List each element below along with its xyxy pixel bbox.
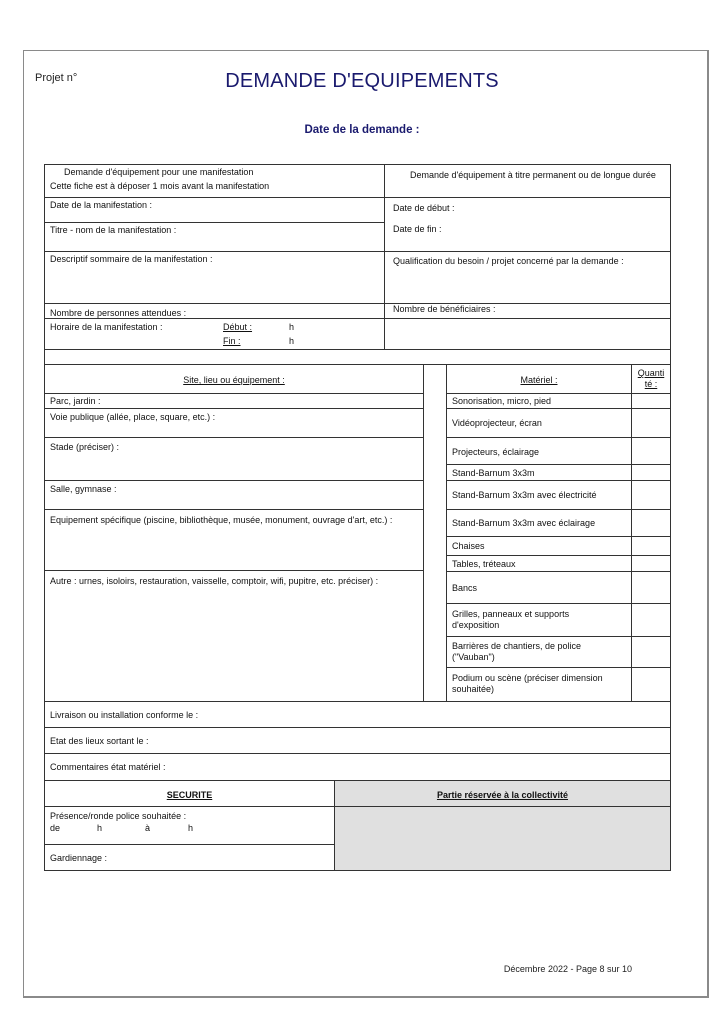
expected-people-label: Nombre de personnes attendues : <box>50 308 187 318</box>
expected-people-field[interactable] <box>44 303 385 319</box>
material-label: Bancs <box>452 583 478 593</box>
site-hall-label: Salle, gymnase : <box>50 484 117 494</box>
event-description-field[interactable] <box>44 251 385 304</box>
material-label: Chaises <box>452 541 485 551</box>
police-from-label: de <box>50 823 61 833</box>
need-qualification-label: Qualification du besoin / projet concerné par la demande : <box>393 256 624 266</box>
site-other-label: Autre : urnes, isoloirs, restauration, vaisselle, comptoir, wifi, pupitre, etc. préciser) : <box>50 576 379 586</box>
page-title <box>0 70 724 93</box>
quantity-input[interactable] <box>631 437 671 465</box>
schedule-label: Horaire de la manifestation : <box>50 322 163 332</box>
need-qualification-field[interactable] <box>384 251 671 304</box>
police-to-label: à <box>145 823 151 833</box>
schedule-end-hour-unit: h <box>289 336 295 346</box>
material-label: Stand-Barnum 3x3m avec électricité <box>452 490 597 500</box>
quantity-input[interactable] <box>631 393 671 409</box>
page-footer: Décembre 2022 - Page 8 sur 10 <box>503 964 632 974</box>
spacer-row <box>44 349 671 365</box>
material-row <box>446 480 632 510</box>
quantity-input[interactable] <box>631 667 671 702</box>
permanent-dates-field[interactable] <box>384 197 671 252</box>
police-from-hour-unit: h <box>97 823 103 833</box>
site-row-specific-equipment[interactable] <box>44 509 424 571</box>
event-schedule-field[interactable] <box>44 318 385 350</box>
separator-column <box>423 364 447 702</box>
beneficiaries-field[interactable] <box>384 303 671 319</box>
material-row <box>446 393 632 409</box>
security-header <box>44 780 335 807</box>
event-title-label: Titre - nom de la manifestation : <box>50 225 177 235</box>
schedule-start-hour-unit: h <box>289 322 295 332</box>
schedule-start-label: Début : <box>223 322 253 332</box>
quantity-input[interactable] <box>631 408 671 438</box>
start-date-label: Date de début : <box>393 203 455 213</box>
event-description-label: Descriptif sommaire de la manifestation : <box>50 254 213 264</box>
page-title-text: DEMANDE D'EQUIPEMENTS <box>225 70 499 92</box>
site-row-park[interactable] <box>44 393 424 409</box>
guarding-label: Gardiennage : <box>50 853 108 863</box>
request-date-label: Date de la demande : <box>304 124 420 136</box>
inventory-field[interactable] <box>44 727 671 754</box>
material-row <box>446 667 632 702</box>
delivery-label: Livraison ou installation conforme le : <box>50 710 199 720</box>
event-date-field[interactable] <box>44 197 385 223</box>
quantity-input[interactable] <box>631 480 671 510</box>
site-row-hall[interactable] <box>44 480 424 510</box>
site-header-label: Site, lieu ou équipement : <box>183 375 285 385</box>
comments-field[interactable] <box>44 753 671 781</box>
material-row <box>446 636 632 668</box>
material-row <box>446 571 632 604</box>
site-public-road-label: Voie publique (allée, place, square, etc.) : <box>50 412 216 422</box>
event-heading-line1: Demande d'équipement pour une manifestation <box>64 167 254 177</box>
police-presence-label: Présence/ronde police souhaitée : <box>50 811 187 821</box>
quantity-input[interactable] <box>631 555 671 572</box>
material-row <box>446 536 632 556</box>
event-request-heading <box>44 164 385 198</box>
site-stadium-label: Stade (préciser) : <box>50 442 120 452</box>
material-label: Podium ou scène (préciser dimension souhaitée) <box>452 673 603 694</box>
end-date-label: Date de fin : <box>393 224 442 234</box>
delivery-field[interactable] <box>44 701 671 728</box>
permanent-heading-text: Demande d'équipement à titre permanent ou de longue durée <box>410 170 656 180</box>
site-header <box>44 364 424 394</box>
police-to-hour-unit: h <box>188 823 194 833</box>
quantity-input[interactable] <box>631 636 671 668</box>
reserved-header <box>334 780 671 807</box>
quantity-header-line1: Quanti <box>637 368 665 378</box>
quantity-header <box>631 364 671 394</box>
site-specific-equipment-label: Equipement spécifique (piscine, bibliothèque, musée, monument, ouvrage d'art, etc.) : <box>50 515 393 525</box>
material-row <box>446 555 632 572</box>
reserved-header-label: Partie réservée à la collectivité <box>436 790 569 800</box>
event-title-field[interactable] <box>44 222 385 252</box>
material-row <box>446 437 632 465</box>
quantity-input[interactable] <box>631 509 671 537</box>
material-label: Sonorisation, micro, pied <box>452 396 552 406</box>
material-header-label: Matériel : <box>520 375 558 385</box>
quantity-header-line2: té : <box>644 379 658 389</box>
quantity-input[interactable] <box>631 603 671 637</box>
material-label: Grilles, panneaux et supports d'exposition <box>452 609 570 630</box>
material-label: Tables, tréteaux <box>452 559 516 569</box>
material-header <box>446 364 632 394</box>
quantity-input[interactable] <box>631 536 671 556</box>
project-number-label: Projet n° <box>35 72 78 84</box>
material-row <box>446 464 632 481</box>
material-label: Stand-Barnum 3x3m <box>452 468 535 478</box>
site-row-other[interactable] <box>44 570 424 702</box>
event-heading-line2: Cette fiche est à déposer 1 mois avant la manifestation <box>50 181 270 191</box>
security-header-label: SECURITE <box>166 790 213 800</box>
event-date-label: Date de la manifestation : <box>50 200 153 210</box>
reserved-area <box>334 806 671 871</box>
permanent-request-heading <box>384 164 671 198</box>
inventory-label: Etat des lieux sortant le : <box>50 736 149 746</box>
police-presence-field[interactable] <box>44 806 335 845</box>
material-label: Vidéoprojecteur, écran <box>452 418 542 428</box>
material-row <box>446 603 632 637</box>
material-label: Projecteurs, éclairage <box>452 447 540 457</box>
schedule-end-label: Fin : <box>223 336 241 346</box>
material-row <box>446 509 632 537</box>
comments-label: Commentaires état matériel : <box>50 762 166 772</box>
material-label: Stand-Barnum 3x3m avec éclairage <box>452 518 596 528</box>
site-row-stadium[interactable] <box>44 437 424 481</box>
material-label: Barrières de chantiers, de police ("Vauban") <box>452 641 582 662</box>
right-empty-cell <box>384 318 671 350</box>
beneficiaries-label: Nombre de bénéficiaires : <box>393 304 496 314</box>
site-row-public-road[interactable] <box>44 408 424 438</box>
guarding-field[interactable] <box>44 844 335 871</box>
site-park-label: Parc, jardin : <box>50 396 101 406</box>
quantity-input[interactable] <box>631 571 671 604</box>
material-row <box>446 408 632 438</box>
quantity-input[interactable] <box>631 464 671 481</box>
